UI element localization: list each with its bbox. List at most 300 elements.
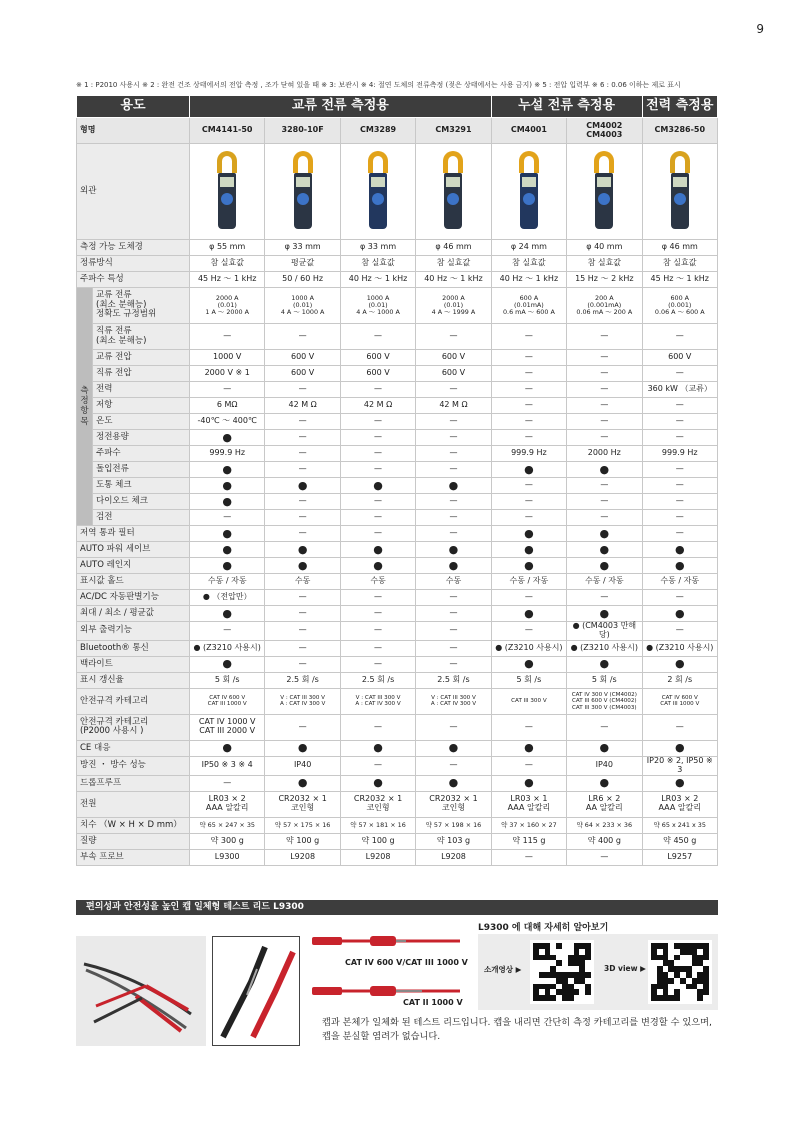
spec-value [340, 558, 415, 574]
spec-value: 45 Hz ～ 1 kHz [642, 272, 717, 288]
view3d-label-text: 3D view [604, 964, 638, 973]
spec-value [416, 558, 491, 574]
spec-value [642, 656, 717, 672]
spec-value [642, 740, 717, 756]
spec-value: 약 450 g [642, 833, 717, 849]
spec-value: — [340, 430, 415, 446]
row-label: 저역 통과 필터 [77, 526, 190, 542]
spec-value: — [416, 640, 491, 656]
spec-row [77, 849, 718, 865]
spec-value: 참 실효값 [340, 256, 415, 272]
row-label: 다이오드 체크 [93, 494, 190, 510]
dot-icon: ● [674, 657, 685, 671]
spec-value [567, 740, 642, 756]
dot-icon: ● [222, 558, 233, 572]
dot-icon: ● [599, 776, 610, 790]
spec-value: — [340, 526, 415, 542]
spec-value: — [642, 494, 717, 510]
spec-value: — [567, 350, 642, 366]
dot-icon: ● [599, 558, 610, 572]
spec-value: LR03 × 2 AAA 알칼리 [190, 791, 265, 817]
spec-value: — [265, 430, 340, 446]
dot-icon: ● [524, 542, 534, 556]
dot-icon: ● [599, 542, 610, 556]
spec-row [77, 590, 718, 606]
spec-value: 600 A (0.001) 0.06 A ～ 600 A [642, 288, 717, 324]
spec-value [491, 526, 566, 542]
spec-value: 600 V [265, 366, 340, 382]
spec-value: — [416, 414, 491, 430]
spec-value: — [491, 366, 566, 382]
spec-value: — [265, 414, 340, 430]
spec-value: — [567, 849, 642, 865]
spec-value: — [416, 606, 491, 622]
row-label: 전력 [93, 382, 190, 398]
spec-value: 참 실효값 [416, 256, 491, 272]
spec-row [77, 791, 718, 817]
measure-group-label [77, 288, 93, 526]
row-label: 방진 ・ 방수 성능 [77, 756, 190, 775]
dot-icon: ● [524, 606, 534, 620]
spec-value: CAT IV 600 V CAT III 1000 V [642, 688, 717, 714]
row-label: 표시값 홀드 [77, 574, 190, 590]
spec-value: 15 Hz ～ 2 kHz [567, 272, 642, 288]
video-label-text: 소개영상 [484, 965, 513, 974]
dot-icon: ● [448, 776, 459, 790]
row-label: 직류 전압 [93, 366, 190, 382]
spec-value: 2.5 회 /s [265, 672, 340, 688]
spec-value: 600 V [416, 366, 491, 382]
spec-value: — [642, 430, 717, 446]
product-image [190, 144, 265, 240]
spec-value: 약 57 × 181 × 16 [340, 817, 415, 833]
spec-value: — [265, 510, 340, 526]
spec-value [265, 775, 340, 791]
spec-value: — [416, 756, 491, 775]
spec-value: — [265, 606, 340, 622]
clamp-meter-icon [669, 149, 691, 231]
product-image [491, 144, 566, 240]
spec-value: -40℃ ～ 400℃ [190, 414, 265, 430]
clamp-meter-icon [593, 149, 615, 231]
spec-value [190, 494, 265, 510]
spec-value: — [491, 478, 566, 494]
spec-row [77, 714, 718, 740]
spec-value: 약 100 g [265, 833, 340, 849]
spec-value: — [567, 714, 642, 740]
spec-value: — [416, 622, 491, 641]
dot-icon: ● [524, 776, 534, 790]
spec-value: — [416, 714, 491, 740]
spec-value [190, 656, 265, 672]
spec-row [77, 398, 718, 414]
product-image [642, 144, 717, 240]
dot-icon: ● [599, 462, 610, 476]
spec-value: 42 M Ω [340, 398, 415, 414]
spec-value: — [491, 756, 566, 775]
dot-icon: ● [448, 741, 459, 755]
spec-value: 600 V [416, 350, 491, 366]
spec-table [76, 95, 718, 866]
row-label: AUTO 파워 세이브 [77, 542, 190, 558]
spec-value: ● （전압만） [190, 590, 265, 606]
spec-value: 참 실효값 [567, 256, 642, 272]
spec-value: — [265, 640, 340, 656]
model-name: 3280-10F [265, 118, 340, 144]
spec-value: 약 65 × 247 × 35 [190, 817, 265, 833]
spec-value: — [340, 656, 415, 672]
dot-icon: ● [674, 542, 685, 556]
spec-value: — [190, 510, 265, 526]
spec-value [190, 740, 265, 756]
spec-value [642, 558, 717, 574]
spec-value: 수동 / 자동 [642, 574, 717, 590]
dot-icon: ● [222, 430, 233, 444]
spec-value: — [265, 494, 340, 510]
measure-group-text: 측정항목 [80, 385, 89, 427]
dot-icon: ● [524, 741, 534, 755]
spec-value [642, 606, 717, 622]
clamp-meter-icon [292, 149, 314, 231]
spec-value: 2.5 회 /s [416, 672, 491, 688]
spec-value [190, 430, 265, 446]
spec-value: — [642, 398, 717, 414]
spec-value: — [265, 590, 340, 606]
dot-icon: ● [373, 542, 383, 556]
dot-icon: ● [448, 478, 459, 492]
spec-value: 수동 / 자동 [190, 574, 265, 590]
spec-row [77, 606, 718, 622]
spec-value: CR2032 × 1 코인형 [416, 791, 491, 817]
ac-header: 교류 전류 측정용 [190, 96, 492, 118]
spec-value: LR03 × 1 AAA 알칼리 [491, 791, 566, 817]
section-title: 편의성과 안전성을 높인 캡 일체형 테스트 리드 L9300 [76, 900, 718, 915]
header-row [77, 96, 718, 118]
spec-value: — [567, 430, 642, 446]
spec-value: 약 65 x 241 x 35 [642, 817, 717, 833]
spec-value: — [190, 382, 265, 398]
video-qr-code[interactable] [530, 940, 594, 1004]
video-label [484, 964, 521, 975]
spec-value: 참 실효값 [491, 256, 566, 272]
spec-value: V : CAT III 300 V A : CAT IV 300 V [340, 688, 415, 714]
spec-value [567, 526, 642, 542]
model-name: CM3286-50 [642, 118, 717, 144]
clamp-meter-icon [367, 149, 389, 231]
row-label: 돌입전류 [93, 462, 190, 478]
description: 캡과 본체가 일체화 된 테스트 리드입니다. 캡을 내리면 간단히 측정 카테고리를 변경할 수 있으며, 캡을 분실할 염려가 없습니다. [322, 1017, 712, 1043]
spec-row [77, 414, 718, 430]
spec-value: 참 실효값 [190, 256, 265, 272]
model-row [77, 118, 718, 144]
dot-icon: ● [599, 606, 610, 620]
row-label: 검전 [93, 510, 190, 526]
test-lead-photo [76, 936, 206, 1046]
spec-value: 600 V [340, 366, 415, 382]
spec-value: — [642, 366, 717, 382]
spec-value: — [567, 494, 642, 510]
spec-value: — [340, 382, 415, 398]
spec-value: φ 33 mm [265, 240, 340, 256]
dot-icon: ● [222, 542, 233, 556]
spec-value: — [416, 446, 491, 462]
spec-value: 2 회 /s [642, 672, 717, 688]
spec-value [491, 775, 566, 791]
dot-icon: ● [524, 462, 534, 476]
spec-value [265, 478, 340, 494]
row-label: 온도 [93, 414, 190, 430]
spec-value: LR6 × 2 AA 알칼리 [567, 791, 642, 817]
spec-value: L9208 [340, 849, 415, 865]
spec-value [190, 478, 265, 494]
spec-value: — [265, 382, 340, 398]
spec-value: — [416, 494, 491, 510]
spec-value: — [642, 462, 717, 478]
spec-value: — [265, 714, 340, 740]
spec-value: — [265, 446, 340, 462]
spec-value: 약 64 × 233 × 36 [567, 817, 642, 833]
spec-row [77, 494, 718, 510]
spec-value [416, 478, 491, 494]
spec-value: 999.9 Hz [491, 446, 566, 462]
dot-icon: ● [599, 741, 610, 755]
spec-value [567, 775, 642, 791]
spec-value: IP20 ※ 2, IP50 ※ 3 [642, 756, 717, 775]
spec-value [265, 558, 340, 574]
spec-value: 2000 V ※ 1 [190, 366, 265, 382]
spec-value: — [491, 590, 566, 606]
spec-value: — [491, 510, 566, 526]
spec-value: — [190, 324, 265, 350]
spec-value: 1000 A (0.01) 4 A ～ 1000 A [340, 288, 415, 324]
spec-value: — [567, 398, 642, 414]
row-label: 교류 전류 (최소 분해능) 정확도 규정범위 [93, 288, 190, 324]
spec-value: L9300 [190, 849, 265, 865]
spec-row [77, 833, 718, 849]
spec-value: 360 kW （교류） [642, 382, 717, 398]
row-label: 질량 [77, 833, 190, 849]
spec-value: CAT IV 1000 V CAT III 2000 V [190, 714, 265, 740]
row-label: CE 대응 [77, 740, 190, 756]
spec-value: 수동 / 자동 [567, 574, 642, 590]
spec-value: CR2032 × 1 코인형 [340, 791, 415, 817]
view3d-qr-code[interactable] [648, 940, 712, 1004]
spec-value: — [340, 622, 415, 641]
spec-value: φ 24 mm [491, 240, 566, 256]
spec-value: — [491, 382, 566, 398]
spec-value: IP40 [567, 756, 642, 775]
spec-value: V : CAT III 300 V A : CAT IV 300 V [265, 688, 340, 714]
row-label: 최대 / 최소 / 평균값 [77, 606, 190, 622]
spec-value: LR03 × 2 AAA 알칼리 [642, 791, 717, 817]
lead-category-1: CAT IV 600 V/CAT III 1000 V [345, 958, 468, 967]
row-label: 표시 갱신율 [77, 672, 190, 688]
spec-value [190, 526, 265, 542]
spec-value: — [491, 324, 566, 350]
product-image [340, 144, 415, 240]
spec-row [77, 240, 718, 256]
spec-value: — [491, 350, 566, 366]
spec-value [642, 775, 717, 791]
dot-icon: ● [297, 558, 308, 572]
spec-value: 5 회 /s [567, 672, 642, 688]
row-label: 도통 체크 [93, 478, 190, 494]
spec-value: 수동 [265, 574, 340, 590]
dot-icon: ● [674, 776, 685, 790]
spec-row [77, 672, 718, 688]
probe-tip-photo [212, 936, 300, 1046]
row-label: AC/DC 자동판별기능 [77, 590, 190, 606]
row-label: 교류 전압 [93, 350, 190, 366]
spec-value: — [642, 714, 717, 740]
spec-value: 약 57 × 175 × 16 [265, 817, 340, 833]
qr-title: L9300 에 대해 자세히 알아보기 [478, 923, 609, 933]
row-label: 정류방식 [77, 256, 190, 272]
page-number: 9 [756, 22, 764, 36]
spec-value: — [416, 656, 491, 672]
spec-value [491, 462, 566, 478]
dot-icon: ● [373, 558, 383, 572]
dot-icon: ● [297, 478, 308, 492]
spec-value: CAT III 300 V [491, 688, 566, 714]
dot-icon: ● [448, 558, 459, 572]
spec-value: 수동 [416, 574, 491, 590]
spec-value: — [190, 622, 265, 641]
spec-value: ● (Z3210 사용시) [190, 640, 265, 656]
row-label: 형명 [77, 118, 190, 144]
spec-value [190, 462, 265, 478]
spec-row [77, 510, 718, 526]
row-label: 치수 （W × H × D mm） [77, 817, 190, 833]
dot-icon: ● [373, 741, 383, 755]
spec-value: 50 / 60 Hz [265, 272, 340, 288]
spec-value [416, 775, 491, 791]
spec-row [77, 350, 718, 366]
spec-row [77, 272, 718, 288]
dot-icon: ● [222, 526, 233, 540]
spec-row [77, 656, 718, 672]
spec-value: — [416, 590, 491, 606]
spec-value: 약 103 g [416, 833, 491, 849]
spec-value: — [491, 714, 566, 740]
dot-icon: ● [222, 606, 233, 620]
spec-value: 45 Hz ～ 1 kHz [190, 272, 265, 288]
row-label: 측정 가능 도체경 [77, 240, 190, 256]
spec-value [340, 740, 415, 756]
play-arrow-icon: ▶ [515, 965, 522, 974]
spec-value: ● (Z3210 사용시) [567, 640, 642, 656]
spec-value: — [265, 656, 340, 672]
spec-value: — [340, 714, 415, 740]
row-label: 주파수 특성 [77, 272, 190, 288]
spec-value: 999.9 Hz [190, 446, 265, 462]
spec-value: — [491, 430, 566, 446]
spec-row [77, 775, 718, 791]
dot-icon: ● [599, 657, 610, 671]
spec-row [77, 446, 718, 462]
spec-value [567, 558, 642, 574]
spec-value: — [416, 462, 491, 478]
clamp-meter-icon [518, 149, 540, 231]
play-arrow-icon: ▶ [640, 964, 646, 973]
model-name: CM4141-50 [190, 118, 265, 144]
row-label: Bluetooth® 통신 [77, 640, 190, 656]
spec-row [77, 688, 718, 714]
clamp-meter-icon [216, 149, 238, 231]
spec-row [77, 526, 718, 542]
power-header: 전력 측정용 [642, 96, 717, 118]
spec-row [77, 558, 718, 574]
spec-value: V : CAT III 300 V A : CAT IV 300 V [416, 688, 491, 714]
spec-value: — [340, 494, 415, 510]
spec-value: — [340, 462, 415, 478]
spec-value: CAT IV 300 V (CM4002) CAT III 600 V (CM4002) CAT III 300 V (CM4003) [567, 688, 642, 714]
spec-value: 약 57 × 198 × 16 [416, 817, 491, 833]
view3d-label [604, 964, 646, 973]
spec-value: — [491, 849, 566, 865]
spec-value: — [491, 414, 566, 430]
spec-value: — [642, 526, 717, 542]
spec-value: 참 실효값 [642, 256, 717, 272]
spec-value: 2.5 회 /s [340, 672, 415, 688]
model-name: CM4002 CM4003 [567, 118, 642, 144]
dot-icon: ● [297, 776, 308, 790]
dot-icon: ● [373, 478, 383, 492]
spec-value: 약 100 g [340, 833, 415, 849]
spec-value: 평균값 [265, 256, 340, 272]
dot-icon: ● [524, 558, 534, 572]
spec-value: 2000 Hz [567, 446, 642, 462]
spec-value [340, 478, 415, 494]
spec-value: — [567, 478, 642, 494]
spec-value: 42 M Ω [265, 398, 340, 414]
dot-icon: ● [599, 526, 610, 540]
spec-value [340, 775, 415, 791]
spec-value [491, 558, 566, 574]
spec-value [642, 542, 717, 558]
dot-icon: ● [222, 478, 233, 492]
row-label: 직류 전류 (최소 분해능) [93, 324, 190, 350]
dot-icon: ● [297, 741, 308, 755]
spec-value: — [190, 775, 265, 791]
spec-value: 600 A (0.01mA) 0.6 mA ～ 600 A [491, 288, 566, 324]
spec-row [77, 817, 718, 833]
spec-value: ● (Z3210 사용시) [642, 640, 717, 656]
row-label: 부속 프로브 [77, 849, 190, 865]
spec-row [77, 324, 718, 350]
spec-value [416, 542, 491, 558]
dot-icon: ● [222, 657, 233, 671]
lead-category-2: CAT II 1000 V [403, 998, 463, 1007]
spec-value: — [416, 324, 491, 350]
spec-value: 약 300 g [190, 833, 265, 849]
row-label: 전원 [77, 791, 190, 817]
spec-value: φ 40 mm [567, 240, 642, 256]
spec-value: 40 Hz ～ 1 kHz [340, 272, 415, 288]
spec-value: 40 Hz ～ 1 kHz [491, 272, 566, 288]
row-label: 백라이트 [77, 656, 190, 672]
spec-value: L9208 [265, 849, 340, 865]
row-label: 드롭프루프 [77, 775, 190, 791]
spec-value: φ 46 mm [416, 240, 491, 256]
spec-value: — [642, 324, 717, 350]
spec-value: — [567, 590, 642, 606]
spec-value: 약 400 g [567, 833, 642, 849]
dot-icon: ● [674, 741, 685, 755]
row-label: AUTO 레인지 [77, 558, 190, 574]
spec-value [491, 656, 566, 672]
spec-value: L9257 [642, 849, 717, 865]
